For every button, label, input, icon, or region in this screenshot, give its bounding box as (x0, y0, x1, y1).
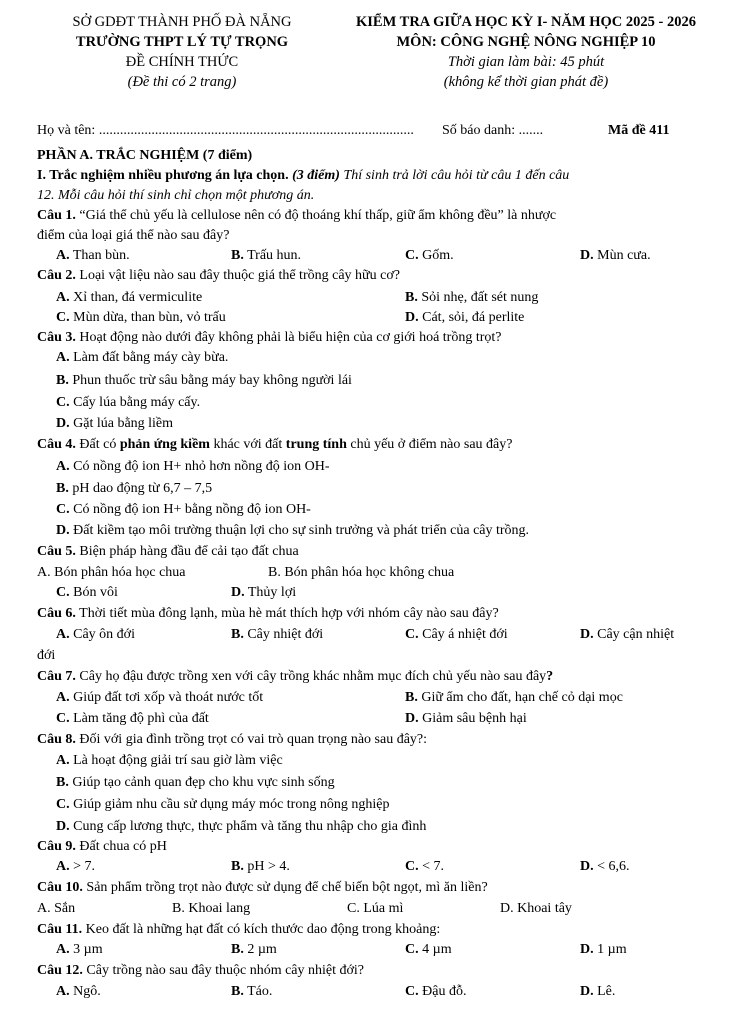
question-4: Câu 4. Đất có phản ứng kiềm khác với đất trung tính chủ yếu ở điểm nào sau đây? (37, 437, 513, 452)
q9-option-d[interactable]: D. < 6,6. (580, 859, 630, 874)
q5-option-d[interactable]: D. Thủy lợi (231, 585, 297, 600)
time-note: (không kể thời gian phát đề) (443, 74, 609, 90)
question-8: Câu 8. Đối với gia đình trồng trọt có vai trò quan trọng nào sau đây?: (37, 732, 428, 747)
q9-option-a[interactable]: A. > 7. (56, 859, 96, 874)
question-12: Câu 12. Cây trồng nào sau đây thuộc nhóm cây nhiệt đới? (37, 963, 365, 978)
question-1-cont: điểm của loại giá thể nào sau đây? (37, 228, 230, 243)
student-id-field[interactable]: Số báo danh: ....... (442, 123, 544, 138)
q12-option-a[interactable]: A. Ngô. (56, 984, 101, 999)
q11-option-a[interactable]: A. 3 µm (56, 942, 103, 957)
exam-title: KIỂM TRA GIỮA HỌC KỲ I- NĂM HỌC 2025 - 2026 (356, 14, 696, 30)
q8-option-b[interactable]: B. Giúp tạo cảnh quan đẹp cho khu vực sinh sống (56, 775, 335, 790)
question-9: Câu 9. Đất chua có pH (37, 839, 167, 854)
q8-option-c[interactable]: C. Giúp giảm nhu cầu sử dụng máy móc trong nông nghiệp (56, 797, 390, 812)
q1-option-c[interactable]: C. Gốm. (405, 248, 454, 263)
q7-option-d[interactable]: D. Giảm sâu bệnh hại (405, 711, 527, 726)
question-1: Câu 1. “Giá thể chủ yếu là cellulose nên có độ thoáng khí thấp, giữ ẩm không đều” là nhược (37, 208, 557, 223)
subject-name: MÔN: CÔNG NGHỆ NÔNG NGHIỆP 10 (396, 34, 656, 50)
q3-option-c[interactable]: C. Cấy lúa bằng máy cấy. (56, 395, 201, 410)
q5-option-a[interactable]: A. Bón phân hóa học chua (37, 565, 186, 580)
q6-option-b[interactable]: B. Cây nhiệt đới (231, 627, 324, 642)
q11-option-b[interactable]: B. 2 µm (231, 942, 277, 957)
q9-option-c[interactable]: C. < 7. (405, 859, 445, 874)
q5-option-c[interactable]: C. Bón vôi (56, 585, 118, 600)
q10-option-b[interactable]: B. Khoai lang (172, 901, 251, 916)
q9-option-b[interactable]: B. pH > 4. (231, 859, 290, 874)
q1-option-a[interactable]: A. Than bùn. (56, 248, 130, 263)
question-11: Câu 11. Keo đất là những hạt đất có kích thước dao động trong khoảng: (37, 922, 441, 937)
q4-option-b[interactable]: B. pH dao động từ 6,7 – 7,5 (56, 481, 213, 496)
q10-option-a[interactable]: A. Sắn (37, 901, 76, 916)
instruction-line-1: I. Trắc nghiệm nhiều phương án lựa chọn. (3 điểm) Thí sinh trả lời câu hỏi từ câu 1 đến câu (37, 168, 570, 183)
q7-option-a[interactable]: A. Giúp đất tơi xốp và thoát nước tốt (56, 690, 264, 705)
q4-option-a[interactable]: A. Có nồng độ ion H+ nhỏ hơn nồng độ ion OH- (56, 459, 330, 474)
q7-option-b[interactable]: B. Giữ ẩm cho đất, hạn chế cỏ dại mọc (405, 690, 623, 705)
q3-option-d[interactable]: D. Gặt lúa bằng liềm (56, 416, 174, 431)
q6-option-c[interactable]: C. Cây á nhiệt đới (405, 627, 508, 642)
q12-option-c[interactable]: C. Đậu đỗ. (405, 984, 467, 999)
q4-option-c[interactable]: C. Có nồng độ ion H+ bằng nồng độ ion OH- (56, 502, 311, 517)
q1-option-d[interactable]: D. Mùn cưa. (580, 248, 651, 263)
header-right (318, 12, 734, 92)
question-10: Câu 10. Sản phẩm trồng trọt nào được sử dụng để chế biến bột ngọt, mì ăn liền? (37, 880, 488, 895)
q12-option-d[interactable]: D. Lê. (580, 984, 616, 999)
question-2: Câu 2. Loại vật liệu nào sau đây thuộc giá thể trồng cây hữu cơ? (37, 268, 400, 283)
q2-option-d[interactable]: D. Cát, sỏi, đá perlite (405, 310, 525, 325)
header-left (34, 12, 330, 92)
page-count: (Đề thi có 2 trang) (127, 74, 237, 90)
time-allowed: Thời gian làm bài: 45 phút (447, 54, 605, 70)
q2-option-c[interactable]: C. Mùn dừa, than bùn, vỏ trấu (56, 310, 226, 325)
school-name: TRƯỜNG THPT LÝ TỰ TRỌNG (75, 34, 289, 50)
q11-option-d[interactable]: D. 1 µm (580, 942, 627, 957)
q3-option-a[interactable]: A. Làm đất bằng máy cày bừa. (56, 350, 229, 365)
question-3: Câu 3. Hoạt động nào dưới đây không phải là biểu hiện của cơ giới hoá trồng trọt? (37, 330, 502, 345)
q4-option-d[interactable]: D. Đất kiềm tạo môi trường thuận lợi cho sự sinh trưởng và phát triển của cây trồng. (56, 523, 530, 538)
q6-option-d-cont: đới (37, 648, 56, 663)
q8-option-a[interactable]: A. Là hoạt động giải trí sau giờ làm việc (56, 753, 283, 768)
q2-option-b[interactable]: B. Sỏi nhẹ, đất sét nung (405, 290, 539, 305)
department-name: SỞ GDĐT THÀNH PHỐ ĐÀ NẴNG (72, 14, 292, 30)
part-a-heading: PHẦN A. TRẮC NGHIỆM (7 điểm) (37, 148, 253, 163)
q6-option-d[interactable]: D. Cây cận nhiệt (580, 627, 675, 642)
instruction-line-2: 12. Mỗi câu hỏi thí sinh chỉ chọn một phương án. (37, 188, 315, 203)
question-7: Câu 7. Cây họ đậu được trồng xen với cây trồng khác nhằm mục đích chủ yếu nào sau đây? (37, 669, 554, 684)
question-6: Câu 6. Thời tiết mùa đông lạnh, mùa hè mát thích hợp với nhóm cây nào sau đây? (37, 606, 499, 621)
q6-option-a[interactable]: A. Cây ôn đới (56, 627, 135, 642)
q5-option-b[interactable]: B. Bón phân hóa học không chua (268, 565, 455, 580)
official-label: ĐỀ CHÍNH THỨC (125, 54, 239, 70)
q3-option-b[interactable]: B. Phun thuốc trừ sâu bằng máy bay không người lái (56, 373, 352, 388)
q7-option-c[interactable]: C. Làm tăng độ phì của đất (56, 711, 209, 726)
q10-option-d[interactable]: D. Khoai tây (500, 901, 572, 916)
q8-option-d[interactable]: D. Cung cấp lương thực, thực phẩm và tăng thu nhập cho gia đình (56, 819, 427, 834)
q1-option-b[interactable]: B. Trấu hun. (231, 248, 302, 263)
q12-option-b[interactable]: B. Táo. (231, 984, 273, 999)
exam-code: Mã đề 411 (608, 123, 670, 138)
q10-option-c[interactable]: C. Lúa mì (347, 901, 404, 916)
q2-option-a[interactable]: A. Xỉ than, đá vermiculite (56, 290, 203, 305)
question-5: Câu 5. Biện pháp hàng đầu để cải tạo đất chua (37, 544, 299, 559)
student-name-field[interactable]: Họ và tên: .......................................................................................... (37, 123, 414, 138)
q11-option-c[interactable]: C. 4 µm (405, 942, 452, 957)
